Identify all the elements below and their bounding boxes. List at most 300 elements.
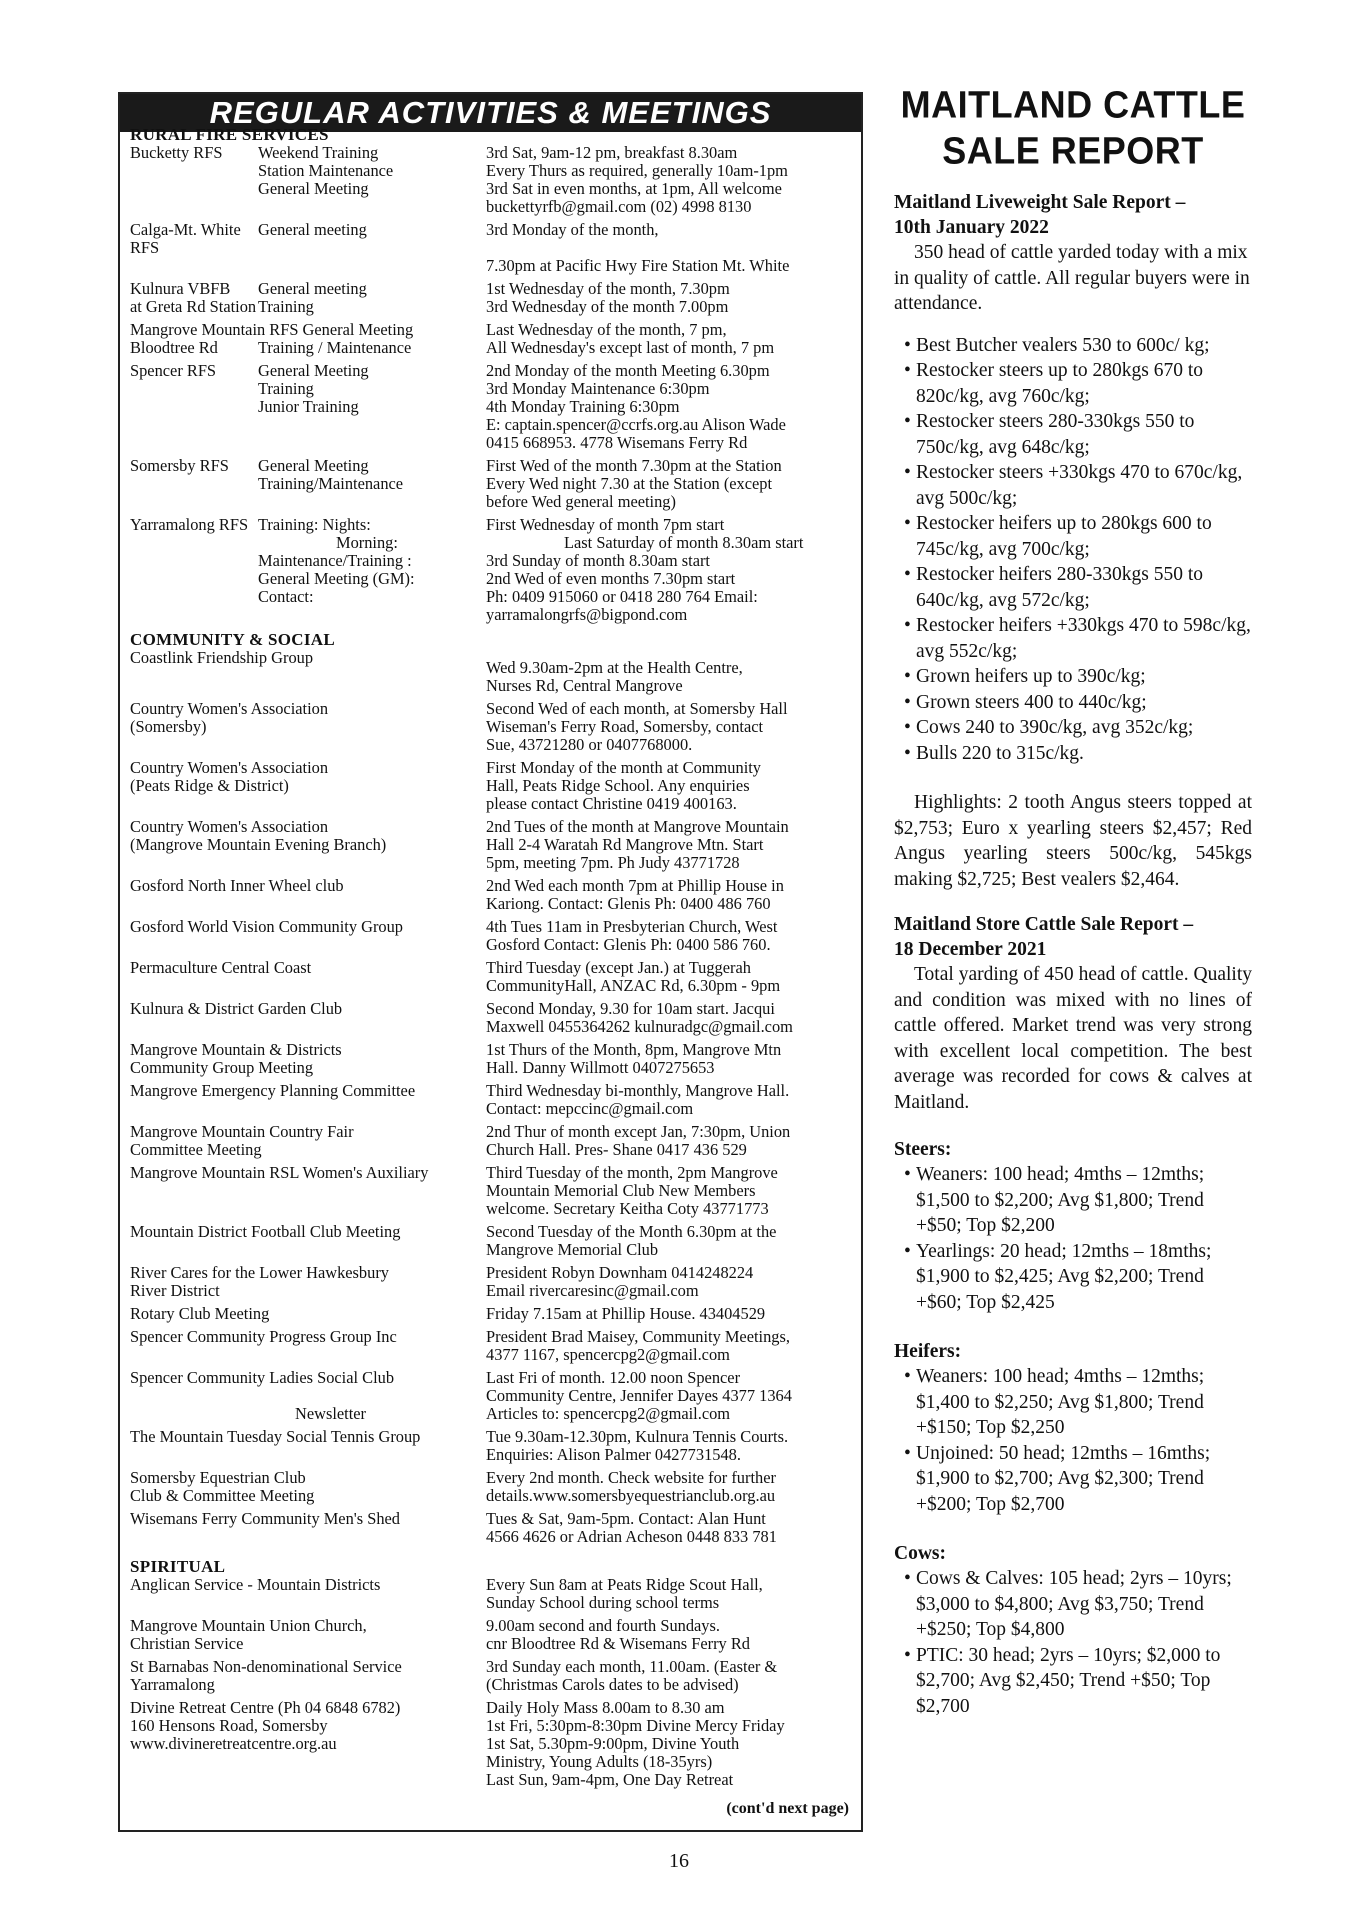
community-row (130, 1469, 853, 1505)
cows-list (894, 1566, 1252, 1719)
community-row-details-line: details.www.somersbyequestrianclub.org.au (486, 1486, 776, 1505)
rfs-activity (258, 493, 486, 511)
spiritual-row-details (486, 1617, 853, 1653)
community-row-name-line: River District (130, 1281, 220, 1300)
community-row (130, 1328, 853, 1364)
rfs-activity: Weekend Training (258, 143, 379, 162)
community-row-name-line: Coastlink Friendship Group (130, 648, 314, 667)
section-spiritual: SPIRITUAL (130, 1557, 226, 1576)
rfs-row (130, 180, 853, 198)
steers-heading: Steers: (894, 1139, 952, 1160)
rfs-activity: Contact: (258, 587, 314, 606)
heifers-heading: Heifers: (894, 1341, 962, 1362)
rfs-row (130, 280, 853, 298)
community-row-details-line: Tue 9.30am-12.30pm, Kulnura Tennis Courts. (486, 1427, 789, 1446)
community-row-details-line: Second Tuesday of the Month 6.30pm at the (486, 1222, 777, 1241)
rfs-schedule: 3rd Sat in even months, at 1pm, All welcome (486, 179, 782, 198)
store-heading-line2: 18 December 2021 (894, 939, 1047, 960)
rfs-brigade (130, 552, 258, 570)
community-row-name (130, 1123, 486, 1159)
report-title (894, 82, 1252, 174)
rfs-row (130, 221, 853, 257)
community-row-details (486, 1082, 853, 1118)
community-row-name (130, 1164, 486, 1218)
steers-item: • Weaners: 100 head; 4mths – 12mths; $1,500 to $2,200; Avg $1,800; Trend +$50; Top $2,200 (904, 1162, 1252, 1239)
community-row-name (130, 1223, 486, 1259)
heifers-item: • Unjoined: 50 head; 12mths – 16mths; $1,900 to $2,700; Avg $2,300; Trend +$200; Top $2,700 (904, 1441, 1252, 1518)
community-row-details-line: Hall 2-4 Waratah Rd Mangrove Mtn. Start (486, 835, 764, 854)
rfs-brigade (130, 493, 258, 511)
price-bullet: • Restocker heifers 280-330kgs 550 to 640c/kg, avg 572c/kg; (904, 562, 1252, 613)
community-row-name-line: Spencer Community Progress Group Inc (130, 1327, 397, 1346)
rfs-activity: Maintenance/Training : (258, 551, 412, 570)
rfs-brigade (130, 416, 258, 434)
community-row-name (130, 649, 486, 695)
spiritual-row-name (130, 1699, 486, 1789)
rfs-brigade (130, 180, 258, 198)
community-row-details (486, 1264, 853, 1300)
heifers-list (894, 1364, 1252, 1517)
community-row-name-line: Newsletter (295, 1404, 366, 1423)
rfs-schedule: All Wednesday's except last of month, 7 pm (486, 338, 775, 357)
cows-heading: Cows: (894, 1543, 946, 1564)
community-row-details-line: 5pm, meeting 7pm. Ph Judy 43771728 (486, 853, 740, 872)
spacer (130, 1789, 853, 1794)
rfs-activity: General Meeting (258, 456, 369, 475)
rfs-schedule: First Wednesday of month 7pm start (486, 515, 725, 534)
community-row (130, 818, 853, 872)
community-row-name-line: Spencer Community Ladies Social Club (130, 1368, 395, 1387)
community-row-name-line: (Mangrove Mountain Evening Branch) (130, 835, 387, 854)
spiritual-row-details-line: Every Sun 8am at Peats Ridge Scout Hall, (486, 1575, 763, 1594)
rfs-activity: Station Maintenance (258, 161, 394, 180)
rfs-activity (258, 434, 486, 452)
community-row-details-line: Third Wednesday bi-monthly, Mangrove Hall. (486, 1081, 790, 1100)
community-row-details-line: Nurses Rd, Central Mangrove (486, 676, 683, 695)
spiritual-row-details-line: 1st Sat, 5.30pm-9:00pm, Divine Youth (486, 1734, 740, 1753)
community-row-details-line: Second Wed of each month, at Somersby Hall (486, 699, 788, 718)
rfs-activity: General meeting (258, 279, 367, 298)
rfs-brigade: Spencer RFS (130, 361, 217, 380)
rfs-activity: Junior Training (258, 397, 359, 416)
community-row-name (130, 1041, 486, 1077)
community-row-name-line: (Peats Ridge & District) (130, 776, 289, 795)
community-row-details-line: 4377 1167, spencercpg2@gmail.com (486, 1345, 730, 1364)
community-row-details-line: Gosford Contact: Glenis Ph: 0400 586 760. (486, 935, 771, 954)
rfs-list (130, 144, 853, 624)
community-row-details-line: Articles to: spencercpg2@gmail.com (486, 1404, 731, 1423)
community-row-details (486, 1000, 853, 1036)
rfs-schedule: First Wed of the month 7.30pm at the Station (486, 456, 782, 475)
community-row-details (486, 1369, 853, 1423)
community-row-details-line: Hall. Danny Willmott 0407275653 (486, 1058, 715, 1077)
community-row-details-line: Friday 7.15am at Phillip House. 43404529 (486, 1304, 766, 1323)
rfs-schedule: buckettyrfb@gmail.com (02) 4998 8130 (486, 197, 752, 216)
spiritual-row-name-line: 160 Hensons Road, Somersby (130, 1716, 328, 1735)
community-row-details-line: 4th Tues 11am in Presbyterian Church, West (486, 917, 778, 936)
community-row-details (486, 759, 853, 813)
community-row (130, 1082, 853, 1118)
community-row-details (486, 1510, 853, 1546)
spiritual-row-name (130, 1617, 486, 1653)
spiritual-row (130, 1617, 853, 1653)
rfs-row (130, 144, 853, 162)
community-row-name-line: Country Women's Association (130, 699, 329, 718)
community-row (130, 1369, 853, 1423)
community-row-details (486, 1123, 853, 1159)
community-row-name-line: The Mountain Tuesday Social Tennis Group (130, 1427, 421, 1446)
rfs-activity (258, 606, 486, 624)
price-bullet: • Grown heifers up to 390c/kg; (904, 664, 1252, 690)
community-row-details-line: 2nd Tues of the month at Mangrove Mountain (486, 817, 789, 836)
store-heading (894, 912, 1252, 962)
spiritual-row-name-line: St Barnabas Non-denominational Service (130, 1657, 402, 1676)
community-row-name-line: Mangrove Mountain & Districts (130, 1040, 342, 1059)
rfs-brigade (130, 380, 258, 398)
spiritual-row-details-line: Sunday School during school terms (486, 1593, 720, 1612)
price-bullet: • Bulls 220 to 315c/kg. (904, 741, 1252, 767)
liveweight-bullet-list (894, 333, 1252, 767)
community-row-details-line: President Brad Maisey, Community Meetings, (486, 1327, 790, 1346)
spiritual-row-details-line: cnr Bloodtree Rd & Wisemans Ferry Rd (486, 1634, 750, 1653)
community-row-name-line: Club & Committee Meeting (130, 1486, 315, 1505)
community-row (130, 877, 853, 913)
rfs-schedule: 3rd Sat, 9am-12 pm, breakfast 8.30am (486, 143, 738, 162)
rfs-activity: Training / Maintenance (258, 338, 412, 357)
community-row-name-line: Kulnura & District Garden Club (130, 999, 343, 1018)
rfs-row (130, 434, 853, 452)
report-title-line1: MAITLAND CATTLE (900, 82, 1246, 126)
rfs-brigade (130, 534, 258, 552)
section-rural-fire: RURAL FIRE SERVICES (130, 125, 329, 144)
rfs-schedule: E: captain.spencer@ccrfs.org.au Alison Wade (486, 415, 786, 434)
rfs-activity: Training (258, 297, 314, 316)
rfs-brigade (130, 398, 258, 416)
spiritual-row-details-line: 1st Fri, 5:30pm-8:30pm Divine Mercy Friday (486, 1716, 785, 1735)
rfs-row (130, 362, 853, 380)
rfs-row (130, 475, 853, 493)
community-row (130, 700, 853, 754)
community-row-name-line: River Cares for the Lower Hawkesbury (130, 1263, 389, 1282)
spiritual-row-details-line: Daily Holy Mass 8.00am to 8.30 am (486, 1698, 725, 1717)
community-row-details-line: Hall, Peats Ridge School. Any enquiries (486, 776, 750, 795)
community-row-details-line: First Monday of the month at Community (486, 758, 761, 777)
community-row-details-line: Third Tuesday of the month, 2pm Mangrove (486, 1163, 778, 1182)
community-row-details (486, 818, 853, 872)
community-row-name-line: Country Women's Association (130, 758, 329, 777)
rfs-activity: General Meeting (258, 179, 369, 198)
community-row-name (130, 918, 486, 954)
community-row-details-line: Church Hall. Pres- Shane 0417 436 529 (486, 1140, 747, 1159)
community-row-details (486, 649, 853, 695)
rfs-brigade: Yarramalong RFS (130, 515, 249, 534)
rfs-row (130, 257, 853, 275)
community-row-details (486, 1223, 853, 1259)
community-row-details (486, 1041, 853, 1077)
cows-item: • PTIC: 30 head; 2yrs – 10yrs; $2,000 to $2,700; Avg $2,450; Trend +$50; Top $2,700 (904, 1643, 1252, 1720)
spiritual-row (130, 1658, 853, 1694)
rfs-row (130, 516, 853, 534)
rfs-brigade (130, 162, 258, 180)
liveweight-highlights: Highlights: 2 tooth Angus steers topped at $2,753; Euro x yearling steers $2,457; Red Angus yearling steers 500c/kg, 545kgs making $2,725; Best vealers $2,464. (894, 792, 1252, 890)
rfs-row (130, 606, 853, 624)
steers-list (894, 1162, 1252, 1315)
page-number: 16 (669, 1850, 689, 1872)
community-row-details (486, 1328, 853, 1364)
community-row-name-line: Mangrove Emergency Planning Committee (130, 1081, 416, 1100)
community-row-details-line: Third Tuesday (except Jan.) at Tuggerah (486, 958, 751, 977)
price-bullet: • Restocker steers 280-330kgs 550 to 750c/kg, avg 648c/kg; (904, 409, 1252, 460)
community-row (130, 1000, 853, 1036)
rfs-activity: Training: Nights: (258, 515, 371, 534)
community-row (130, 1223, 853, 1259)
rfs-schedule: 3rd Monday of the month, (486, 220, 659, 239)
community-row-details-line: Mangrove Memorial Club (486, 1240, 659, 1259)
steers-item: • Yearlings: 20 head; 12mths – 18mths; $1,900 to $2,425; Avg $2,200; Trend +$60; Top $2,425 (904, 1239, 1252, 1316)
spiritual-row (130, 1699, 853, 1789)
community-row-details (486, 1469, 853, 1505)
community-row-name (130, 1305, 486, 1323)
rfs-schedule: 2nd Wed of even months 7.30pm start (486, 569, 736, 588)
community-row-details-line: Email rivercaresinc@gmail.com (486, 1281, 699, 1300)
rfs-activity: General meeting (258, 220, 367, 239)
community-row-name (130, 818, 486, 872)
rfs-schedule: 0415 668953. 4778 Wisemans Ferry Rd (486, 433, 748, 452)
community-row-details-line: Sue, 43721280 or 0407768000. (486, 735, 693, 754)
community-row (130, 1041, 853, 1077)
community-row (130, 1305, 853, 1323)
rfs-activity: Training (258, 379, 314, 398)
rfs-brigade (130, 434, 258, 452)
community-row-details-line: Maxwell 0455364262 kulnuradgc@gmail.com (486, 1017, 793, 1036)
community-row-name (130, 877, 486, 913)
community-row-name-line: Mountain District Football Club Meeting (130, 1222, 401, 1241)
community-row-details-line: Wed 9.30am-2pm at the Health Centre, (486, 658, 743, 677)
rfs-row (130, 298, 853, 316)
rfs-brigade: Bloodtree Rd (130, 338, 218, 357)
rfs-row (130, 198, 853, 216)
rfs-activity: General Meeting (GM): (258, 569, 415, 588)
rfs-brigade (130, 475, 258, 493)
community-row-details-line: Community Centre, Jennifer Dayes 4377 1364 (486, 1386, 792, 1405)
rfs-schedule: Every Wed night 7.30 at the Station (except (486, 474, 773, 493)
rfs-brigade (130, 257, 258, 275)
community-row (130, 759, 853, 813)
spiritual-row-details-line: Ministry, Young Adults (18-35yrs) (486, 1752, 713, 1771)
rfs-brigade (130, 606, 258, 624)
community-row-name-line: Mangrove Mountain Country Fair (130, 1122, 354, 1141)
community-row-details (486, 700, 853, 754)
community-row-name-line: Somersby Equestrian Club (130, 1468, 306, 1487)
rfs-schedule: 3rd Monday Maintenance 6:30pm (486, 379, 710, 398)
community-row-name-line: Mangrove Mountain RSL Women's Auxiliary (130, 1163, 429, 1182)
rfs-schedule: 7.30pm at Pacific Hwy Fire Station Mt. White (486, 256, 790, 275)
community-row (130, 1510, 853, 1546)
rfs-row (130, 570, 853, 588)
community-row-details (486, 918, 853, 954)
community-row-details-line: Wiseman's Ferry Road, Somersby, contact (486, 717, 764, 736)
community-row-name-line: Community Group Meeting (130, 1058, 314, 1077)
community-row-details (486, 959, 853, 995)
community-row-name (130, 1264, 486, 1300)
community-row-details-line: Second Monday, 9.30 for 10am start. Jacqui (486, 999, 775, 1018)
spiritual-row-name (130, 1576, 486, 1612)
spiritual-row-details-line: 3rd Sunday each month, 11.00am. (Easter & (486, 1657, 778, 1676)
community-row-name-line: Gosford North Inner Wheel club (130, 876, 344, 895)
spiritual-row-name-line: Divine Retreat Centre (Ph 04 6848 6782) (130, 1698, 401, 1717)
community-row-name (130, 759, 486, 813)
spiritual-row-name-line: www.divineretreatcentre.org.au (130, 1734, 337, 1753)
spiritual-row-name (130, 1658, 486, 1694)
rfs-brigade (130, 588, 258, 606)
rfs-activity: Training/Maintenance (258, 474, 404, 493)
spiritual-row-details-line: 9.00am second and fourth Sundays. (486, 1616, 720, 1635)
spiritual-row-details-line: Last Sun, 9am-4pm, One Day Retreat (486, 1770, 734, 1789)
rfs-schedule: Ph: 0409 915060 or 0418 280 764 Email: (486, 587, 758, 606)
community-row-details-line: Every 2nd month. Check website for further (486, 1468, 776, 1487)
rfs-row (130, 457, 853, 475)
rfs-activity (258, 416, 486, 434)
community-row-name-line: Country Women's Association (130, 817, 329, 836)
rfs-brigade: Bucketty RFS (130, 143, 223, 162)
price-bullet: • Restocker steers +330kgs 470 to 670c/kg, avg 500c/kg; (904, 460, 1252, 511)
rfs-schedule: 3rd Wednesday of the month 7.00pm (486, 297, 729, 316)
rfs-schedule: 2nd Monday of the month Meeting 6.30pm (486, 361, 770, 380)
community-row (130, 1264, 853, 1300)
activities-banner: REGULAR ACTIVITIES & MEETINGS (120, 94, 861, 132)
rfs-brigade: Mangrove Mountain RFS General Meeting (130, 320, 414, 339)
rfs-activity: General Meeting (258, 361, 369, 380)
section-community: COMMUNITY & SOCIAL (130, 630, 335, 649)
spiritual-row-name-line: Anglican Service - Mountain Districts (130, 1575, 381, 1594)
community-row-details-line: Last Fri of month. 12.00 noon Spencer (486, 1368, 741, 1387)
liveweight-heading (894, 190, 1252, 240)
price-bullet: • Best Butcher vealers 530 to 600c/ kg; (904, 333, 1252, 359)
liveweight-heading-line2: 10th January 2022 (894, 217, 1049, 238)
heifers-item: • Weaners: 100 head; 4mths – 12mths; $1,400 to $2,250; Avg $1,800; Trend +$150; Top $2,250 (904, 1364, 1252, 1441)
community-row-name (130, 700, 486, 754)
community-row-name (130, 1510, 486, 1546)
community-row-details (486, 1164, 853, 1218)
rfs-row (130, 398, 853, 416)
rfs-row (130, 339, 853, 357)
activities-box (118, 92, 863, 1832)
community-row (130, 649, 853, 695)
spiritual-row-name-line: Mangrove Mountain Union Church, (130, 1616, 367, 1635)
community-row (130, 1164, 853, 1218)
community-row-details-line: 2nd Thur of month except Jan, 7:30pm, Union (486, 1122, 791, 1141)
community-row-details-line: Enquiries: Alison Palmer 0427731548. (486, 1445, 741, 1464)
community-row-details (486, 1305, 853, 1323)
rfs-brigade: Calga-Mt. White RFS (130, 220, 241, 257)
liveweight-heading-line1: Maitland Liveweight Sale Report – (894, 192, 1186, 213)
community-row-name (130, 1369, 486, 1423)
community-row (130, 959, 853, 995)
price-bullet: • Grown steers 400 to 440c/kg; (904, 690, 1252, 716)
rfs-brigade (130, 198, 258, 216)
store-heading-line1: Maitland Store Cattle Sale Report – (894, 914, 1194, 935)
community-row-name-line: Gosford World Vision Community Group (130, 917, 404, 936)
community-row-details-line: President Robyn Downham 0414248224 (486, 1263, 754, 1282)
community-row (130, 1428, 853, 1464)
rfs-schedule: 1st Wednesday of the month, 7.30pm (486, 279, 730, 298)
rfs-row (130, 416, 853, 434)
rfs-brigade (130, 570, 258, 588)
community-row-details-line: Tues & Sat, 9am-5pm. Contact: Alan Hunt (486, 1509, 766, 1528)
continued-note: (cont'd next page) (726, 1800, 849, 1817)
rfs-schedule: Last Wednesday of the month, 7 pm, (486, 320, 727, 339)
spiritual-row-details-line: (Christmas Carols dates to be advised) (486, 1675, 739, 1694)
community-row-name (130, 1328, 486, 1364)
community-row-name-line: (Somersby) (130, 717, 207, 736)
spiritual-row-details (486, 1658, 853, 1694)
community-row-details-line: 1st Thurs of the Month, 8pm, Mangrove Mtn (486, 1040, 782, 1059)
community-row-details-line: 2nd Wed each month 7pm at Phillip House in (486, 876, 784, 895)
rfs-schedule: 3rd Sunday of month 8.30am start (486, 551, 710, 570)
rfs-schedule: yarramalongrfs@bigpond.com (486, 605, 688, 624)
rfs-row (130, 552, 853, 570)
community-row (130, 1123, 853, 1159)
community-row-name-line (130, 1387, 486, 1405)
rfs-schedule: Every Thurs as required, generally 10am-1pm (486, 161, 788, 180)
community-row-details (486, 1428, 853, 1464)
community-row-details-line: please contact Christine 0419 400163. (486, 794, 737, 813)
community-row-name-line: Wisemans Ferry Community Men's Shed (130, 1509, 400, 1528)
rfs-row (130, 534, 853, 552)
community-row-details (486, 877, 853, 913)
rfs-activity: Morning: (336, 533, 398, 552)
rfs-activity (258, 257, 486, 275)
price-bullet: • Restocker steers up to 280kgs 670 to 820c/kg, avg 760c/kg; (904, 358, 1252, 409)
price-bullet: • Restocker heifers +330kgs 470 to 598c/kg, avg 552c/kg; (904, 613, 1252, 664)
rfs-row (130, 493, 853, 511)
community-row-name (130, 1082, 486, 1118)
report-title-line2: SALE REPORT (942, 129, 1204, 173)
community-row-details-line: Mountain Memorial Club New Members (486, 1181, 756, 1200)
cows-item: • Cows & Calves: 105 head; 2yrs – 10yrs; $3,000 to $4,800; Avg $3,750; Trend +$250; Top $4,800 (904, 1566, 1252, 1643)
rfs-brigade: Kulnura VBFB (130, 279, 231, 298)
community-row-name (130, 1469, 486, 1505)
spiritual-row-name-line: Christian Service (130, 1634, 244, 1653)
price-bullet: • Restocker heifers up to 280kgs 600 to 745c/kg, avg 700c/kg; (904, 511, 1252, 562)
community-row-details-line: Contact: mepccinc@gmail.com (486, 1099, 694, 1118)
rfs-schedule: 4th Monday Training 6:30pm (486, 397, 680, 416)
community-row (130, 918, 853, 954)
cattle-report-column (894, 84, 1252, 1719)
community-row-name-line: Rotary Club Meeting (130, 1304, 270, 1323)
liveweight-intro: 350 head of cattle yarded today with a mix in quality of cattle. All regular buyers were in attendance. (894, 242, 1250, 314)
store-intro: Total yarding of 450 head of cattle. Quality and condition was mixed with no lines of cattle offered. Market trend was very strong with excellent local competition. The best average was recorded for cows & calves at Maitland. (894, 964, 1252, 1113)
spiritual-row-details (486, 1699, 853, 1789)
rfs-row (130, 380, 853, 398)
community-row-details-line: welcome. Secretary Keitha Coty 43771773 (486, 1199, 769, 1218)
rfs-brigade: at Greta Rd Station (130, 297, 257, 316)
community-list (130, 649, 853, 1551)
rfs-schedule: before Wed general meeting) (486, 492, 676, 511)
spiritual-row-details (486, 1576, 853, 1612)
rfs-row (130, 321, 853, 339)
rfs-schedule: Last Saturday of month 8.30am start (564, 533, 804, 552)
spiritual-list (130, 1576, 853, 1794)
rfs-brigade: Somersby RFS (130, 456, 229, 475)
community-row-name (130, 959, 486, 995)
community-row-details-line: 4566 4626 or Adrian Acheson 0448 833 781 (486, 1527, 777, 1546)
community-row-name (130, 1000, 486, 1036)
spiritual-row-name-line: Yarramalong (130, 1675, 215, 1694)
spiritual-row (130, 1576, 853, 1612)
rfs-row (130, 588, 853, 606)
community-row-name-line: Permaculture Central Coast (130, 958, 312, 977)
